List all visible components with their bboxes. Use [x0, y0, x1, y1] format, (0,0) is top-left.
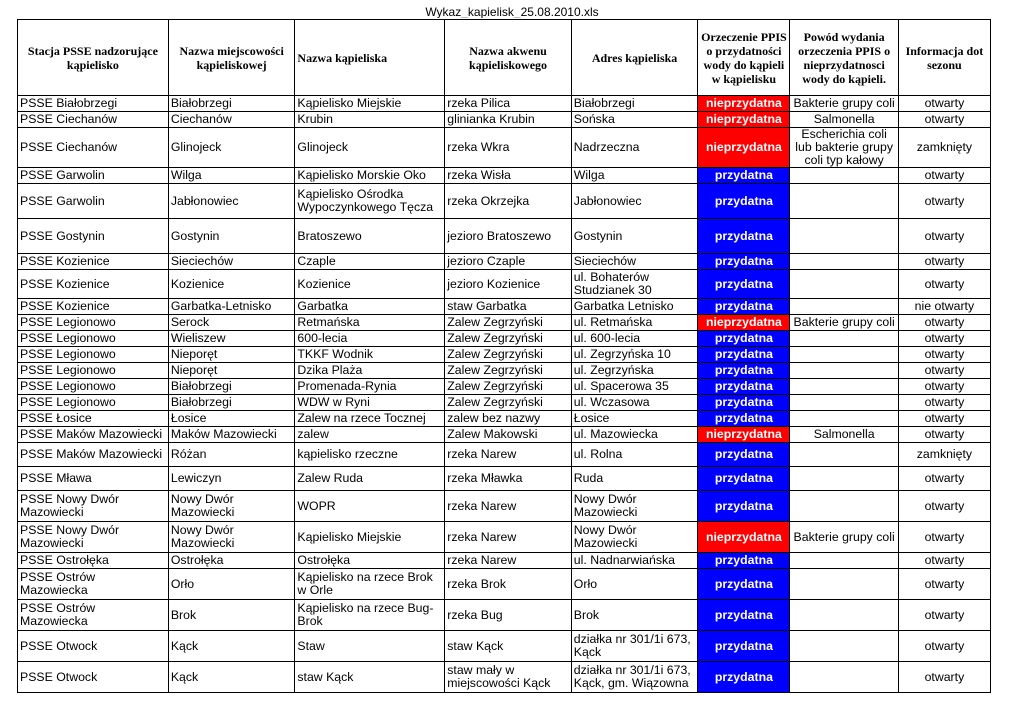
cell-reason: [790, 569, 898, 600]
cell-beach-name: 600-lecia: [295, 331, 445, 347]
cell-verdict: nieprzydatna: [698, 315, 790, 331]
cell-verdict: przydatna: [698, 219, 790, 254]
cell-beach-name: Kąpielisko Ośrodka Wypoczynkowego Tęcza: [295, 184, 445, 219]
table-row: [18, 254, 991, 270]
cell-town: Serock: [168, 315, 295, 331]
cell-water-body: rzeka Narew: [445, 522, 572, 553]
cell-verdict: przydatna: [698, 168, 790, 184]
header-reason: Powód wydania orzeczenia PPIS o nieprzydatnosci wody do kąpieli.: [790, 20, 898, 96]
cell-verdict: przydatna: [698, 600, 790, 631]
header-water-body: Nazwa akwenu kąpieliskowego: [445, 20, 572, 96]
cell-station: PSSE Legionowo: [18, 395, 169, 411]
table-row: [18, 270, 991, 299]
cell-verdict: nieprzydatna: [698, 112, 790, 128]
cell-season: otwarty: [898, 411, 990, 427]
cell-water-body: rzeka Brok: [445, 569, 572, 600]
table-row: [18, 662, 991, 693]
cell-beach-name: WOPR: [295, 491, 445, 522]
cell-town: Lewiczyn: [168, 467, 295, 491]
cell-station: PSSE Garwolin: [18, 184, 169, 219]
cell-season: otwarty: [898, 254, 990, 270]
cell-beach-name: Kąpielisko na rzece Bug-Brok: [295, 600, 445, 631]
cell-season: otwarty: [898, 270, 990, 299]
table-row: [18, 427, 991, 443]
cell-verdict: przydatna: [698, 299, 790, 315]
cell-town: Białobrzegi: [168, 379, 295, 395]
cell-season: otwarty: [898, 315, 990, 331]
cell-season: otwarty: [898, 168, 990, 184]
cell-verdict: przydatna: [698, 467, 790, 491]
cell-beach-name: Dzika Plaża: [295, 363, 445, 379]
cell-beach-name: staw Kąck: [295, 662, 445, 693]
cell-water-body: glinianka Krubin: [445, 112, 572, 128]
cell-water-body: jezioro Kozienice: [445, 270, 572, 299]
header-beach-name: Nazwa kąpieliska: [295, 20, 445, 96]
cell-season: otwarty: [898, 427, 990, 443]
cell-town: Kąck: [168, 662, 295, 693]
cell-station: PSSE Otwock: [18, 631, 169, 662]
cell-station: PSSE Ostrołęka: [18, 553, 169, 569]
cell-water-body: rzeka Narew: [445, 491, 572, 522]
cell-town: Brok: [168, 600, 295, 631]
cell-address: ul. Nadnarwiańska: [571, 553, 698, 569]
cell-station: PSSE Nowy Dwór Mazowiecki: [18, 491, 169, 522]
cell-reason: Bakterie grupy coli: [790, 96, 898, 112]
cell-water-body: Zalew Zegrzyński: [445, 379, 572, 395]
cell-station: PSSE Ciechanów: [18, 128, 169, 168]
cell-station: PSSE Gostynin: [18, 219, 169, 254]
cell-water-body: rzeka Wkra: [445, 128, 572, 168]
header-verdict: Orzeczenie PPIS o przydatności wody do kąpieli w kąpielisku: [698, 20, 790, 96]
cell-address: Nadrzeczna: [571, 128, 698, 168]
cell-station: PSSE Białobrzegi: [18, 96, 169, 112]
cell-town: Glinojeck: [168, 128, 295, 168]
cell-verdict: przydatna: [698, 491, 790, 522]
cell-water-body: rzeka Narew: [445, 443, 572, 467]
cell-season: otwarty: [898, 219, 990, 254]
cell-reason: [790, 491, 898, 522]
cell-reason: [790, 411, 898, 427]
cell-season: otwarty: [898, 491, 990, 522]
header-station: Stacja PSSE nadzorujące kąpielisko: [18, 20, 169, 96]
cell-address: ul. Bohaterów Studzianek 30: [571, 270, 698, 299]
cell-station: PSSE Łosice: [18, 411, 169, 427]
cell-station: PSSE Kozienice: [18, 299, 169, 315]
cell-season: otwarty: [898, 96, 990, 112]
cell-reason: [790, 331, 898, 347]
cell-reason: [790, 600, 898, 631]
cell-season: otwarty: [898, 184, 990, 219]
cell-verdict: przydatna: [698, 395, 790, 411]
cell-station: PSSE Legionowo: [18, 315, 169, 331]
cell-water-body: jezioro Czaple: [445, 254, 572, 270]
cell-season: zamknięty: [898, 443, 990, 467]
cell-town: Jabłonowiec: [168, 184, 295, 219]
cell-station: PSSE Otwock: [18, 662, 169, 693]
cell-address: Wilga: [571, 168, 698, 184]
cell-season: otwarty: [898, 569, 990, 600]
cell-address: Białobrzegi: [571, 96, 698, 112]
cell-town: Garbatka-Letnisko: [168, 299, 295, 315]
cell-verdict: przydatna: [698, 184, 790, 219]
cell-season: otwarty: [898, 522, 990, 553]
cell-beach-name: Promenada-Rynia: [295, 379, 445, 395]
cell-station: PSSE Legionowo: [18, 347, 169, 363]
table-row: [18, 600, 991, 631]
cell-station: PSSE Mława: [18, 467, 169, 491]
beach-table: [17, 19, 991, 693]
cell-beach-name: kąpielisko rzeczne: [295, 443, 445, 467]
cell-verdict: nieprzydatna: [698, 128, 790, 168]
cell-address: Nowy Dwór Mazowiecki: [571, 491, 698, 522]
cell-water-body: Zalew Zegrzyński: [445, 347, 572, 363]
cell-beach-name: Kąpielisko Miejskie: [295, 96, 445, 112]
cell-town: Maków Mazowiecki: [168, 427, 295, 443]
cell-reason: [790, 219, 898, 254]
cell-water-body: Zalew Makowski: [445, 427, 572, 443]
cell-reason: [790, 631, 898, 662]
cell-verdict: przydatna: [698, 443, 790, 467]
cell-season: zamknięty: [898, 128, 990, 168]
table-row: [18, 363, 991, 379]
cell-station: PSSE Maków Mazowiecki: [18, 443, 169, 467]
cell-reason: [790, 379, 898, 395]
cell-station: PSSE Kozienice: [18, 254, 169, 270]
table-row: [18, 184, 991, 219]
cell-address: ul. Rolna: [571, 443, 698, 467]
cell-water-body: rzeka Wisła: [445, 168, 572, 184]
cell-season: otwarty: [898, 379, 990, 395]
cell-station: PSSE Garwolin: [18, 168, 169, 184]
cell-beach-name: Krubin: [295, 112, 445, 128]
cell-season: otwarty: [898, 112, 990, 128]
document-title: Wykaz_kapielisk_25.08.2010.xls: [425, 6, 599, 18]
table-row: [18, 395, 991, 411]
cell-reason: [790, 467, 898, 491]
cell-season: nie otwarty: [898, 299, 990, 315]
cell-water-body: rzeka Mławka: [445, 467, 572, 491]
cell-station: PSSE Legionowo: [18, 379, 169, 395]
cell-town: Białobrzegi: [168, 96, 295, 112]
cell-address: ul. Wczasowa: [571, 395, 698, 411]
cell-season: otwarty: [898, 331, 990, 347]
table-row: [18, 467, 991, 491]
cell-address: Jabłonowiec: [571, 184, 698, 219]
cell-beach-name: Kąpielisko Miejskie: [295, 522, 445, 553]
cell-address: Brok: [571, 600, 698, 631]
cell-beach-name: zalew: [295, 427, 445, 443]
cell-town: Kąck: [168, 631, 295, 662]
table-row: [18, 411, 991, 427]
cell-reason: Bakterie grupy coli: [790, 522, 898, 553]
cell-address: Sońska: [571, 112, 698, 128]
cell-water-body: staw Garbatka: [445, 299, 572, 315]
table-row: [18, 219, 991, 254]
cell-verdict: nieprzydatna: [698, 427, 790, 443]
cell-address: ul. Spacerowa 35: [571, 379, 698, 395]
cell-town: Nowy Dwór Mazowiecki: [168, 491, 295, 522]
table-row: [18, 315, 991, 331]
cell-beach-name: Zalew Ruda: [295, 467, 445, 491]
header-town: Nazwa miejscowości kąpieliskowej: [168, 20, 295, 96]
cell-station: PSSE Maków Mazowiecki: [18, 427, 169, 443]
cell-beach-name: Bratoszewo: [295, 219, 445, 254]
cell-station: PSSE Nowy Dwór Mazowiecki: [18, 522, 169, 553]
cell-reason: [790, 662, 898, 693]
table-row: [18, 299, 991, 315]
cell-water-body: rzeka Narew: [445, 553, 572, 569]
table-row: [18, 553, 991, 569]
cell-season: otwarty: [898, 631, 990, 662]
cell-station: PSSE Legionowo: [18, 331, 169, 347]
cell-reason: [790, 347, 898, 363]
cell-season: otwarty: [898, 363, 990, 379]
cell-station: PSSE Ostrów Mazowiecka: [18, 600, 169, 631]
cell-water-body: rzeka Bug: [445, 600, 572, 631]
cell-water-body: rzeka Okrzejka: [445, 184, 572, 219]
cell-beach-name: Glinojeck: [295, 128, 445, 168]
cell-water-body: Zalew Zegrzyński: [445, 331, 572, 347]
cell-address: Orło: [571, 569, 698, 600]
cell-reason: [790, 553, 898, 569]
cell-address: Sieciechów: [571, 254, 698, 270]
cell-town: Wilga: [168, 168, 295, 184]
cell-verdict: przydatna: [698, 553, 790, 569]
cell-address: ul. Retmańska: [571, 315, 698, 331]
cell-town: Ciechanów: [168, 112, 295, 128]
cell-station: PSSE Ostrów Mazowiecka: [18, 569, 169, 600]
cell-water-body: zalew bez nazwy: [445, 411, 572, 427]
cell-beach-name: Czaple: [295, 254, 445, 270]
cell-town: Białobrzegi: [168, 395, 295, 411]
cell-town: Gostynin: [168, 219, 295, 254]
cell-season: otwarty: [898, 600, 990, 631]
cell-beach-name: Kąpielisko na rzece Brok w Orle: [295, 569, 445, 600]
cell-verdict: przydatna: [698, 363, 790, 379]
cell-town: Ostrołęka: [168, 553, 295, 569]
cell-reason: [790, 299, 898, 315]
cell-address: działka nr 301/1i 673, Kąck, gm. Wiązowna: [571, 662, 698, 693]
cell-verdict: przydatna: [698, 379, 790, 395]
cell-address: ul. 600-lecia: [571, 331, 698, 347]
cell-beach-name: Ostrołęka: [295, 553, 445, 569]
cell-reason: [790, 254, 898, 270]
cell-address: ul. Zegrzyńska: [571, 363, 698, 379]
cell-season: otwarty: [898, 395, 990, 411]
cell-reason: Bakterie grupy coli: [790, 315, 898, 331]
cell-town: Różan: [168, 443, 295, 467]
table-row: [18, 522, 991, 553]
cell-verdict: przydatna: [698, 411, 790, 427]
cell-reason: [790, 443, 898, 467]
cell-verdict: nieprzydatna: [698, 522, 790, 553]
table-row: [18, 569, 991, 600]
table-row: [18, 347, 991, 363]
cell-address: Gostynin: [571, 219, 698, 254]
table-row: [18, 128, 991, 168]
table-row: [18, 631, 991, 662]
cell-station: PSSE Legionowo: [18, 363, 169, 379]
cell-address: ul. Zegrzyńska 10: [571, 347, 698, 363]
table-row: [18, 491, 991, 522]
cell-reason: [790, 168, 898, 184]
cell-water-body: Zalew Zegrzyński: [445, 395, 572, 411]
table-row: [18, 379, 991, 395]
cell-reason: [790, 395, 898, 411]
table-row: [18, 168, 991, 184]
cell-reason: [790, 270, 898, 299]
cell-verdict: przydatna: [698, 254, 790, 270]
cell-reason: [790, 363, 898, 379]
cell-season: otwarty: [898, 553, 990, 569]
cell-water-body: staw mały w miejscowości Kąck: [445, 662, 572, 693]
cell-address: Łosice: [571, 411, 698, 427]
cell-address: Garbatka Letnisko: [571, 299, 698, 315]
cell-address: działka nr 301/1i 673, Kąck: [571, 631, 698, 662]
cell-reason: Salmonella: [790, 112, 898, 128]
cell-station: PSSE Kozienice: [18, 270, 169, 299]
cell-address: ul. Mazowiecka: [571, 427, 698, 443]
cell-beach-name: Kozienice: [295, 270, 445, 299]
cell-water-body: jezioro Bratoszewo: [445, 219, 572, 254]
cell-address: Ruda: [571, 467, 698, 491]
header-season: Informacja dot sezonu: [898, 20, 990, 96]
cell-town: Nowy Dwór Mazowiecki: [168, 522, 295, 553]
cell-verdict: przydatna: [698, 347, 790, 363]
cell-town: Orło: [168, 569, 295, 600]
cell-season: otwarty: [898, 662, 990, 693]
cell-reason: Escherichia coli lub bakterie grupy coli typ kałowy: [790, 128, 898, 168]
cell-verdict: przydatna: [698, 631, 790, 662]
cell-address: Nowy Dwór Mazowiecki: [571, 522, 698, 553]
cell-water-body: Zalew Zegrzyński: [445, 363, 572, 379]
cell-beach-name: Retmańska: [295, 315, 445, 331]
cell-verdict: przydatna: [698, 569, 790, 600]
table-row: [18, 112, 991, 128]
cell-verdict: przydatna: [698, 662, 790, 693]
cell-verdict: przydatna: [698, 270, 790, 299]
table-row: [18, 331, 991, 347]
cell-town: Nieporęt: [168, 363, 295, 379]
cell-station: PSSE Ciechanów: [18, 112, 169, 128]
header-row: [18, 20, 991, 96]
cell-water-body: rzeka Pilica: [445, 96, 572, 112]
cell-beach-name: WDW w Ryni: [295, 395, 445, 411]
table-row: [18, 96, 991, 112]
cell-town: Wieliszew: [168, 331, 295, 347]
cell-beach-name: Staw: [295, 631, 445, 662]
cell-verdict: nieprzydatna: [698, 96, 790, 112]
cell-season: otwarty: [898, 467, 990, 491]
header-address: Adres kąpieliska: [571, 20, 698, 96]
cell-water-body: staw Kąck: [445, 631, 572, 662]
cell-beach-name: Kąpielisko Morskie Oko: [295, 168, 445, 184]
cell-beach-name: Garbatka: [295, 299, 445, 315]
cell-season: otwarty: [898, 347, 990, 363]
cell-town: Nieporęt: [168, 347, 295, 363]
table-row: [18, 443, 991, 467]
cell-town: Łosice: [168, 411, 295, 427]
cell-water-body: Zalew Zegrzyński: [445, 315, 572, 331]
cell-verdict: przydatna: [698, 331, 790, 347]
cell-reason: [790, 184, 898, 219]
cell-reason: Salmonella: [790, 427, 898, 443]
cell-beach-name: Zalew na rzece Tocznej: [295, 411, 445, 427]
cell-beach-name: TKKF Wodnik: [295, 347, 445, 363]
cell-town: Sieciechów: [168, 254, 295, 270]
cell-town: Kozienice: [168, 270, 295, 299]
